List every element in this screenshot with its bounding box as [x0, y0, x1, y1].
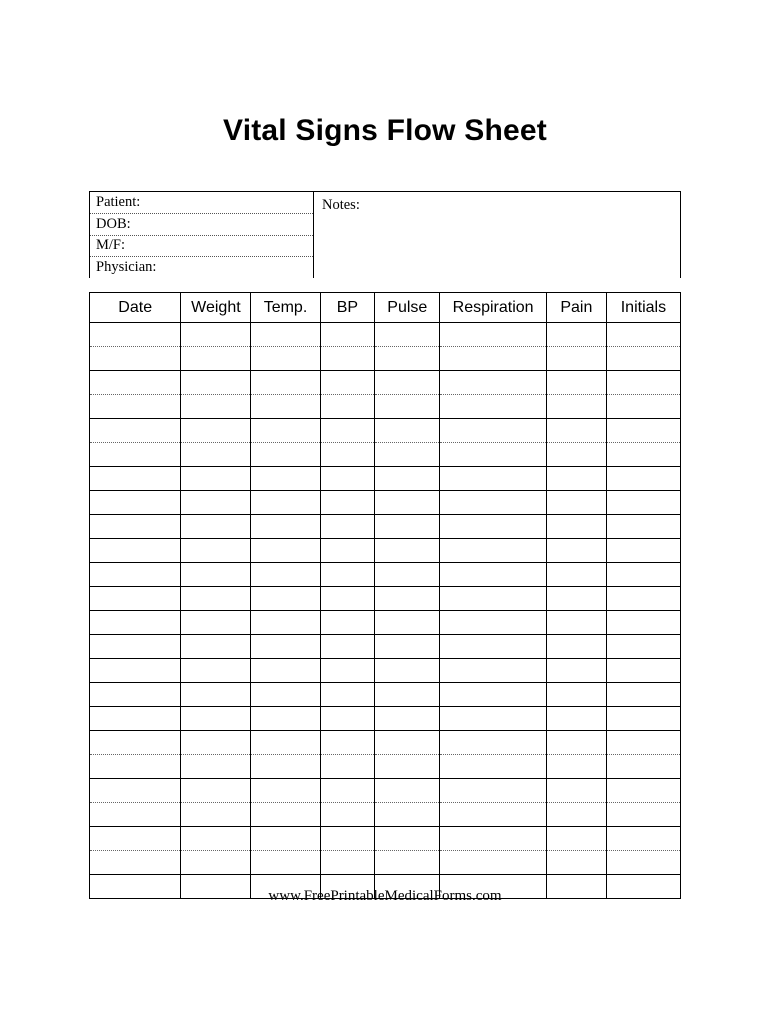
table-row[interactable]	[90, 731, 681, 755]
table-cell[interactable]	[320, 467, 375, 491]
table-cell[interactable]	[320, 443, 375, 467]
table-cell[interactable]	[251, 371, 320, 395]
table-cell[interactable]	[181, 323, 251, 347]
table-cell[interactable]	[251, 515, 320, 539]
table-cell[interactable]	[320, 635, 375, 659]
table-cell[interactable]	[320, 611, 375, 635]
table-cell[interactable]	[375, 419, 440, 443]
table-cell[interactable]	[320, 827, 375, 851]
table-cell[interactable]	[251, 467, 320, 491]
table-cell[interactable]	[606, 395, 680, 419]
table-cell[interactable]	[181, 467, 251, 491]
table-cell[interactable]	[546, 851, 606, 875]
table-cell[interactable]	[251, 707, 320, 731]
table-cell[interactable]	[251, 491, 320, 515]
table-cell[interactable]	[546, 563, 606, 587]
table-row[interactable]	[90, 611, 681, 635]
table-cell[interactable]	[546, 755, 606, 779]
vitals-table-body	[90, 323, 681, 899]
table-cell[interactable]	[375, 587, 440, 611]
table-cell[interactable]	[606, 779, 680, 803]
table-cell[interactable]	[251, 395, 320, 419]
table-row[interactable]	[90, 803, 681, 827]
table-cell[interactable]	[90, 827, 181, 851]
column-header-date: Date	[90, 293, 181, 323]
table-cell[interactable]	[606, 467, 680, 491]
table-cell[interactable]	[375, 611, 440, 635]
table-cell[interactable]	[181, 371, 251, 395]
table-cell[interactable]	[546, 683, 606, 707]
table-cell[interactable]	[546, 419, 606, 443]
table-cell[interactable]	[375, 731, 440, 755]
column-header-temp: Temp.	[251, 293, 320, 323]
table-cell[interactable]	[606, 683, 680, 707]
table-cell[interactable]	[546, 611, 606, 635]
table-row[interactable]	[90, 515, 681, 539]
table-cell[interactable]	[375, 539, 440, 563]
table-cell[interactable]	[320, 731, 375, 755]
table-cell[interactable]	[546, 635, 606, 659]
table-cell[interactable]	[320, 707, 375, 731]
notes-area[interactable]	[314, 192, 680, 278]
table-cell[interactable]	[251, 731, 320, 755]
table-cell[interactable]	[606, 347, 680, 371]
table-cell[interactable]	[181, 803, 251, 827]
table-cell[interactable]	[606, 443, 680, 467]
table-row[interactable]	[90, 467, 681, 491]
table-cell[interactable]	[90, 803, 181, 827]
form-sheet	[89, 191, 681, 899]
table-cell[interactable]	[606, 851, 680, 875]
table-cell[interactable]	[440, 683, 547, 707]
table-cell[interactable]	[320, 851, 375, 875]
table-cell[interactable]	[90, 563, 181, 587]
table-cell[interactable]	[440, 563, 547, 587]
table-cell[interactable]	[181, 347, 251, 371]
table-row[interactable]	[90, 371, 681, 395]
table-cell[interactable]	[606, 707, 680, 731]
table-row[interactable]	[90, 779, 681, 803]
table-cell[interactable]	[546, 587, 606, 611]
table-cell[interactable]	[546, 323, 606, 347]
table-cell[interactable]	[320, 515, 375, 539]
field-patient-label: Patient:	[96, 193, 141, 210]
table-cell[interactable]	[546, 347, 606, 371]
table-cell[interactable]	[90, 419, 181, 443]
table-cell[interactable]	[375, 323, 440, 347]
table-cell[interactable]	[375, 707, 440, 731]
table-cell[interactable]	[606, 731, 680, 755]
table-cell[interactable]	[375, 443, 440, 467]
table-cell[interactable]	[375, 803, 440, 827]
table-row[interactable]	[90, 755, 681, 779]
table-row[interactable]	[90, 323, 681, 347]
table-cell[interactable]	[440, 395, 547, 419]
table-cell[interactable]	[440, 323, 547, 347]
table-cell[interactable]	[440, 611, 547, 635]
table-cell[interactable]	[90, 443, 181, 467]
table-cell[interactable]	[181, 851, 251, 875]
table-cell[interactable]	[320, 371, 375, 395]
table-cell[interactable]	[90, 683, 181, 707]
table-cell[interactable]	[181, 587, 251, 611]
table-cell[interactable]	[375, 827, 440, 851]
table-row[interactable]	[90, 587, 681, 611]
table-row[interactable]	[90, 443, 681, 467]
table-cell[interactable]	[440, 803, 547, 827]
table-cell[interactable]	[606, 323, 680, 347]
table-cell[interactable]	[546, 707, 606, 731]
table-cell[interactable]	[90, 707, 181, 731]
table-cell[interactable]	[606, 611, 680, 635]
table-cell[interactable]	[181, 827, 251, 851]
table-cell[interactable]	[251, 683, 320, 707]
table-cell[interactable]	[375, 491, 440, 515]
table-row[interactable]	[90, 827, 681, 851]
table-cell[interactable]	[440, 539, 547, 563]
table-cell[interactable]	[90, 395, 181, 419]
table-cell[interactable]	[320, 563, 375, 587]
table-cell[interactable]	[440, 827, 547, 851]
table-cell[interactable]	[251, 611, 320, 635]
notes-label: Notes:	[322, 197, 360, 213]
table-cell[interactable]	[606, 515, 680, 539]
table-cell[interactable]	[90, 851, 181, 875]
table-cell[interactable]	[181, 491, 251, 515]
table-cell[interactable]	[320, 395, 375, 419]
table-cell[interactable]	[546, 491, 606, 515]
table-cell[interactable]	[181, 611, 251, 635]
table-row[interactable]	[90, 635, 681, 659]
table-cell[interactable]	[440, 731, 547, 755]
table-cell[interactable]	[606, 827, 680, 851]
table-cell[interactable]	[606, 803, 680, 827]
table-cell[interactable]	[90, 347, 181, 371]
table-cell[interactable]	[181, 707, 251, 731]
table-cell[interactable]	[440, 443, 547, 467]
table-cell[interactable]	[181, 779, 251, 803]
table-cell[interactable]	[375, 347, 440, 371]
table-cell[interactable]	[440, 755, 547, 779]
header-block	[89, 191, 681, 278]
table-cell[interactable]	[606, 755, 680, 779]
table-cell[interactable]	[440, 419, 547, 443]
table-cell[interactable]	[440, 779, 547, 803]
vitals-header-row	[90, 293, 681, 323]
table-cell[interactable]	[440, 371, 547, 395]
table-cell[interactable]	[546, 539, 606, 563]
table-cell[interactable]	[181, 755, 251, 779]
table-cell[interactable]	[606, 491, 680, 515]
table-cell[interactable]	[181, 683, 251, 707]
column-header-weight: Weight	[181, 293, 251, 323]
table-cell[interactable]	[90, 587, 181, 611]
table-cell[interactable]	[546, 779, 606, 803]
column-header-respiration: Respiration	[440, 293, 547, 323]
table-cell[interactable]	[320, 779, 375, 803]
table-cell[interactable]	[251, 851, 320, 875]
table-cell[interactable]	[606, 539, 680, 563]
table-row[interactable]	[90, 683, 681, 707]
table-cell[interactable]	[90, 755, 181, 779]
table-cell[interactable]	[440, 707, 547, 731]
table-cell[interactable]	[546, 659, 606, 683]
table-cell[interactable]	[440, 659, 547, 683]
table-cell[interactable]	[440, 851, 547, 875]
table-cell[interactable]	[251, 443, 320, 467]
table-cell[interactable]	[251, 563, 320, 587]
column-header-pulse: Pulse	[375, 293, 440, 323]
table-cell[interactable]	[375, 467, 440, 491]
table-cell[interactable]	[546, 731, 606, 755]
table-cell[interactable]	[320, 803, 375, 827]
table-cell[interactable]	[90, 779, 181, 803]
table-row[interactable]	[90, 563, 681, 587]
table-cell[interactable]	[90, 467, 181, 491]
table-cell[interactable]	[181, 635, 251, 659]
field-dob[interactable]	[90, 214, 313, 236]
table-cell[interactable]	[375, 635, 440, 659]
table-cell[interactable]	[375, 779, 440, 803]
table-cell[interactable]	[251, 659, 320, 683]
column-header-pain: Pain	[546, 293, 606, 323]
table-row[interactable]	[90, 491, 681, 515]
table-cell[interactable]	[90, 371, 181, 395]
field-sex-label: M/F:	[96, 237, 126, 254]
column-header-bp: BP	[320, 293, 375, 323]
table-cell[interactable]	[320, 491, 375, 515]
table-cell[interactable]	[251, 635, 320, 659]
table-cell[interactable]	[320, 659, 375, 683]
table-row[interactable]	[90, 707, 681, 731]
table-cell[interactable]	[440, 635, 547, 659]
table-cell[interactable]	[606, 419, 680, 443]
table-cell[interactable]	[90, 611, 181, 635]
table-cell[interactable]	[181, 419, 251, 443]
table-cell[interactable]	[375, 755, 440, 779]
field-sex[interactable]	[90, 236, 313, 258]
table-cell[interactable]	[181, 395, 251, 419]
vitals-table	[89, 292, 681, 899]
table-cell[interactable]	[320, 347, 375, 371]
table-cell[interactable]	[90, 515, 181, 539]
table-cell[interactable]	[251, 587, 320, 611]
table-cell[interactable]	[375, 515, 440, 539]
table-cell[interactable]	[606, 371, 680, 395]
field-physician[interactable]	[90, 257, 313, 278]
table-cell[interactable]	[375, 395, 440, 419]
table-cell[interactable]	[546, 467, 606, 491]
table-cell[interactable]	[251, 347, 320, 371]
table-cell[interactable]	[606, 587, 680, 611]
table-cell[interactable]	[606, 635, 680, 659]
table-cell[interactable]	[320, 587, 375, 611]
field-physician-label: Physician:	[96, 259, 157, 276]
table-cell[interactable]	[181, 659, 251, 683]
table-cell[interactable]	[546, 443, 606, 467]
table-row[interactable]	[90, 851, 681, 875]
table-cell[interactable]	[546, 827, 606, 851]
footer-credit: www.FreePrintableMedicalForms.com	[268, 888, 502, 904]
table-cell[interactable]	[320, 539, 375, 563]
table-cell[interactable]	[181, 539, 251, 563]
table-cell[interactable]	[181, 563, 251, 587]
table-cell[interactable]	[181, 515, 251, 539]
table-cell[interactable]	[251, 827, 320, 851]
table-cell[interactable]	[440, 515, 547, 539]
table-cell[interactable]	[251, 419, 320, 443]
table-cell[interactable]	[251, 539, 320, 563]
table-cell[interactable]	[90, 731, 181, 755]
table-cell[interactable]	[546, 803, 606, 827]
table-cell[interactable]	[251, 323, 320, 347]
table-cell[interactable]	[440, 587, 547, 611]
table-cell[interactable]	[546, 515, 606, 539]
table-row[interactable]	[90, 395, 681, 419]
table-cell[interactable]	[375, 563, 440, 587]
table-cell[interactable]	[90, 635, 181, 659]
block-spacer	[89, 278, 681, 292]
table-cell[interactable]	[251, 803, 320, 827]
table-cell[interactable]	[375, 659, 440, 683]
table-cell[interactable]	[606, 659, 680, 683]
table-cell[interactable]	[375, 683, 440, 707]
table-cell[interactable]	[320, 419, 375, 443]
table-cell[interactable]	[546, 395, 606, 419]
table-cell[interactable]	[251, 779, 320, 803]
patient-info-column	[90, 192, 314, 278]
table-cell[interactable]	[320, 323, 375, 347]
table-cell[interactable]	[375, 371, 440, 395]
table-cell[interactable]	[546, 371, 606, 395]
field-patient[interactable]	[90, 192, 313, 214]
table-cell[interactable]	[181, 731, 251, 755]
table-row[interactable]	[90, 659, 681, 683]
page-title: Vital Signs Flow Sheet	[223, 114, 547, 147]
table-cell[interactable]	[320, 683, 375, 707]
table-cell[interactable]	[90, 323, 181, 347]
table-row[interactable]	[90, 419, 681, 443]
table-row[interactable]	[90, 347, 681, 371]
column-header-initials: Initials	[606, 293, 680, 323]
table-cell[interactable]	[90, 659, 181, 683]
table-cell[interactable]	[440, 467, 547, 491]
table-cell[interactable]	[320, 755, 375, 779]
table-cell[interactable]	[251, 755, 320, 779]
table-cell[interactable]	[375, 851, 440, 875]
vitals-table-head	[90, 293, 681, 323]
field-dob-label: DOB:	[96, 215, 131, 232]
table-cell[interactable]	[440, 347, 547, 371]
table-cell[interactable]	[90, 491, 181, 515]
table-cell[interactable]	[90, 539, 181, 563]
table-cell[interactable]	[440, 491, 547, 515]
table-row[interactable]	[90, 539, 681, 563]
table-cell[interactable]	[606, 563, 680, 587]
table-cell[interactable]	[181, 443, 251, 467]
